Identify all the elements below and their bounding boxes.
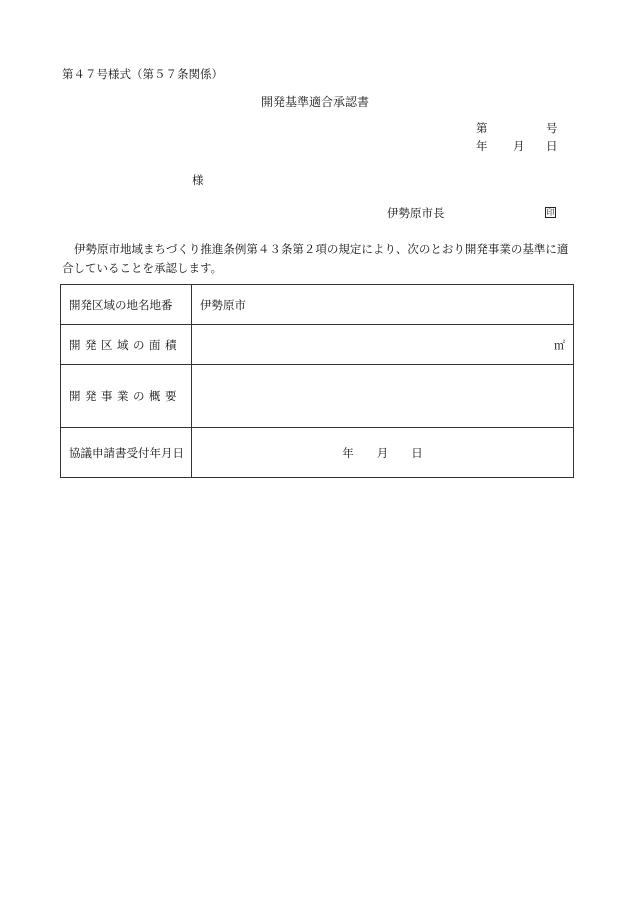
doc-number-suffix: 号 <box>546 121 558 135</box>
form-number: 第４７号様式（第５７条関係） <box>62 67 223 81</box>
approval-form-table <box>60 284 574 478</box>
doc-number-prefix: 第 <box>476 121 488 135</box>
issuer-name: 伊勢原市長 <box>387 206 445 220</box>
approval-statement: 伊勢原市地域まちづくり推進条例第４３条第２項の規定により、次のとおり開発事業の基準に適合していることを承認します。 <box>62 242 569 275</box>
date-day: 日 <box>546 139 558 153</box>
seal-stamp-icon: 印 <box>546 207 555 217</box>
addressee-honorific: 様 <box>192 173 204 187</box>
date-month: 月 <box>513 139 525 153</box>
row-label-area: 開発区域の面積 <box>61 325 192 365</box>
row-label-received-date: 協議申請書受付年月日 <box>61 428 192 478</box>
row-value-received-date: 年 月 日 <box>192 428 574 478</box>
table-row <box>61 325 574 365</box>
table-row <box>61 428 574 478</box>
document-title: 開発基準適合承認書 <box>260 95 369 109</box>
date-year: 年 <box>476 139 488 153</box>
row-value-location: 伊勢原市 <box>192 285 574 325</box>
row-label-overview: 開発事業の概要 <box>61 365 192 428</box>
row-value-overview <box>192 365 574 428</box>
table-row <box>61 285 574 325</box>
row-value-area <box>192 325 574 365</box>
square-meter-unit: ㎡ <box>554 338 565 352</box>
row-label-location: 開発区域の地名地番 <box>61 285 192 325</box>
table-row <box>61 365 574 428</box>
